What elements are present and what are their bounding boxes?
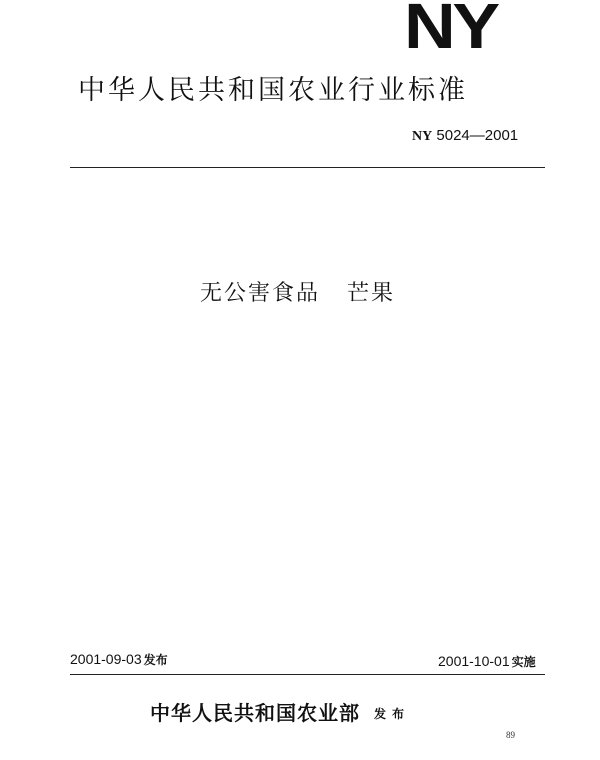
standard-number-prefix: NY — [412, 129, 433, 144]
ny-logo: NY — [404, 0, 497, 62]
top-divider — [70, 167, 545, 168]
release-date — [70, 652, 168, 666]
document-title: 无公害食品 芒果 — [200, 281, 395, 306]
standard-category-heading: 中华人民共和国农业行业标准 — [78, 75, 468, 106]
standard-number — [412, 128, 518, 144]
release-label: 发布 — [143, 653, 168, 667]
effective-date — [438, 654, 536, 668]
effective-date-value: 2001-10-01 — [438, 653, 510, 669]
issuer — [150, 703, 410, 723]
issuer-name: 中华人民共和国农业部 — [150, 701, 360, 725]
issuer-action: 发布 — [374, 707, 411, 721]
release-date-value: 2001-09-03 — [70, 651, 142, 667]
bottom-divider — [70, 674, 545, 675]
effective-label: 实施 — [511, 655, 536, 669]
page-number: 89 — [506, 730, 515, 740]
standard-number-value: 5024—2001 — [436, 127, 519, 144]
